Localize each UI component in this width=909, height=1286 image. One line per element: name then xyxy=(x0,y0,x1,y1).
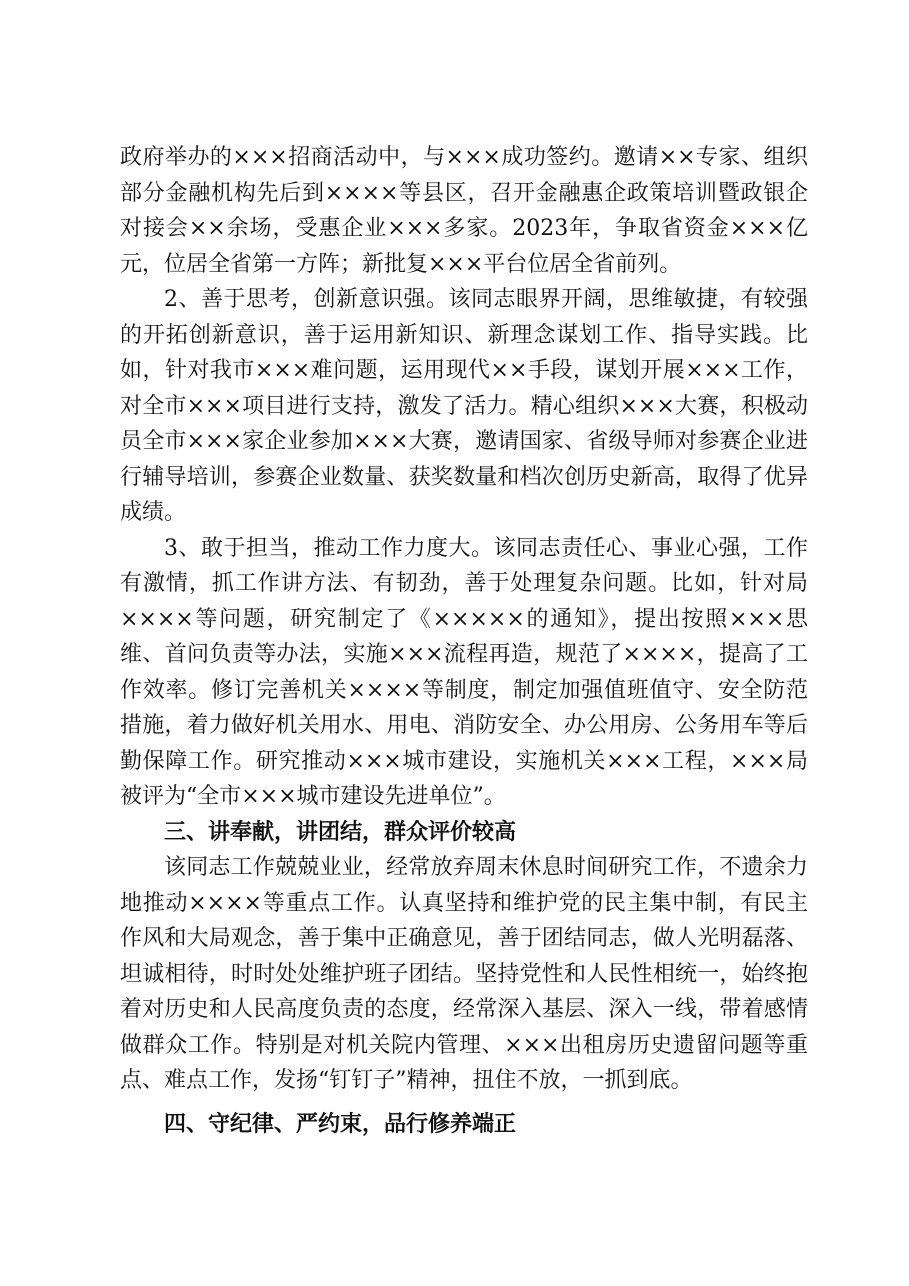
paragraph-innovation: 2、善于思考，创新意识强。该同志眼界开阔，思维敏捷，有较强的开拓创新意识，善于运用新知识、新理念谋划工作、指导实践。比如，针对我市×××难问题，运用现代××手段，谋划开展×××工作，对全市×××项目进行支持，激发了活力。精心组织×××大赛，积极动员全市×××家企业参加×××大赛，邀请国家、省级导师对参赛企业进行辅导培训，参赛企业数量、获奖数量和档次创历史新高，取得了优异成绩。 xyxy=(120,287,808,525)
paragraph-responsibility: 3、敢于担当，推动工作力度大。该同志责任心、事业心强，工作有激情，抓工作讲方法、有韧劲，善于处理复杂问题。比如，针对局××××等问题，研究制定了《×××××的通知》，提出按照×××思维、首问负责等办法，实施×××流程再造，规范了××××，提高了工作效率。修订完善机关××××等制度，制定加强值班值守、安全防范措施，着力做好机关用水、用电、消防安全、办公用房、公务用车等后勤保障工作。研究推动×××城市建设，实施机关×××工程，×××局被评为“全市×××城市建设先进单位”。 xyxy=(120,535,808,809)
paragraph-investment-results: 政府举办的×××招商活动中，与×××成功签约。邀请××专家、组织部分金融机构先后到××××等县区，召开金融惠企政策培训暨政银企对接会××余场，受惠企业×××多家。2023年，争取省资金×××亿元，位居全省第一方阵；新批复×××平台位居全省前列。 xyxy=(120,145,808,277)
document-body xyxy=(120,140,808,1142)
paragraph-dedication: 该同志工作兢兢业业，经常放弃周末休息时间研究工作，不遗余力地推动××××等重点工作。认真坚持和维护党的民主集中制，有民主作风和大局观念，善于集中正确意见，善于团结同志，做人光明磊落、坦诚相待，时时处处维护班子团结。坚持党性和人民性相统一，始终抱着对历史和人民高度负责的态度，经常深入基层、深入一线，带着感情做群众工作。特别是对机关院内管理、×××出租房历史遗留问题等重点、难点工作，发扬“钉钉子”精神，扭住不放，一抓到底。 xyxy=(120,855,808,1093)
section-heading-dedication: 三、讲奉献，讲团结，群众评价较高 xyxy=(164,819,517,845)
section-heading-discipline: 四、守纪律、严约束，品行修养端正 xyxy=(164,1111,517,1137)
